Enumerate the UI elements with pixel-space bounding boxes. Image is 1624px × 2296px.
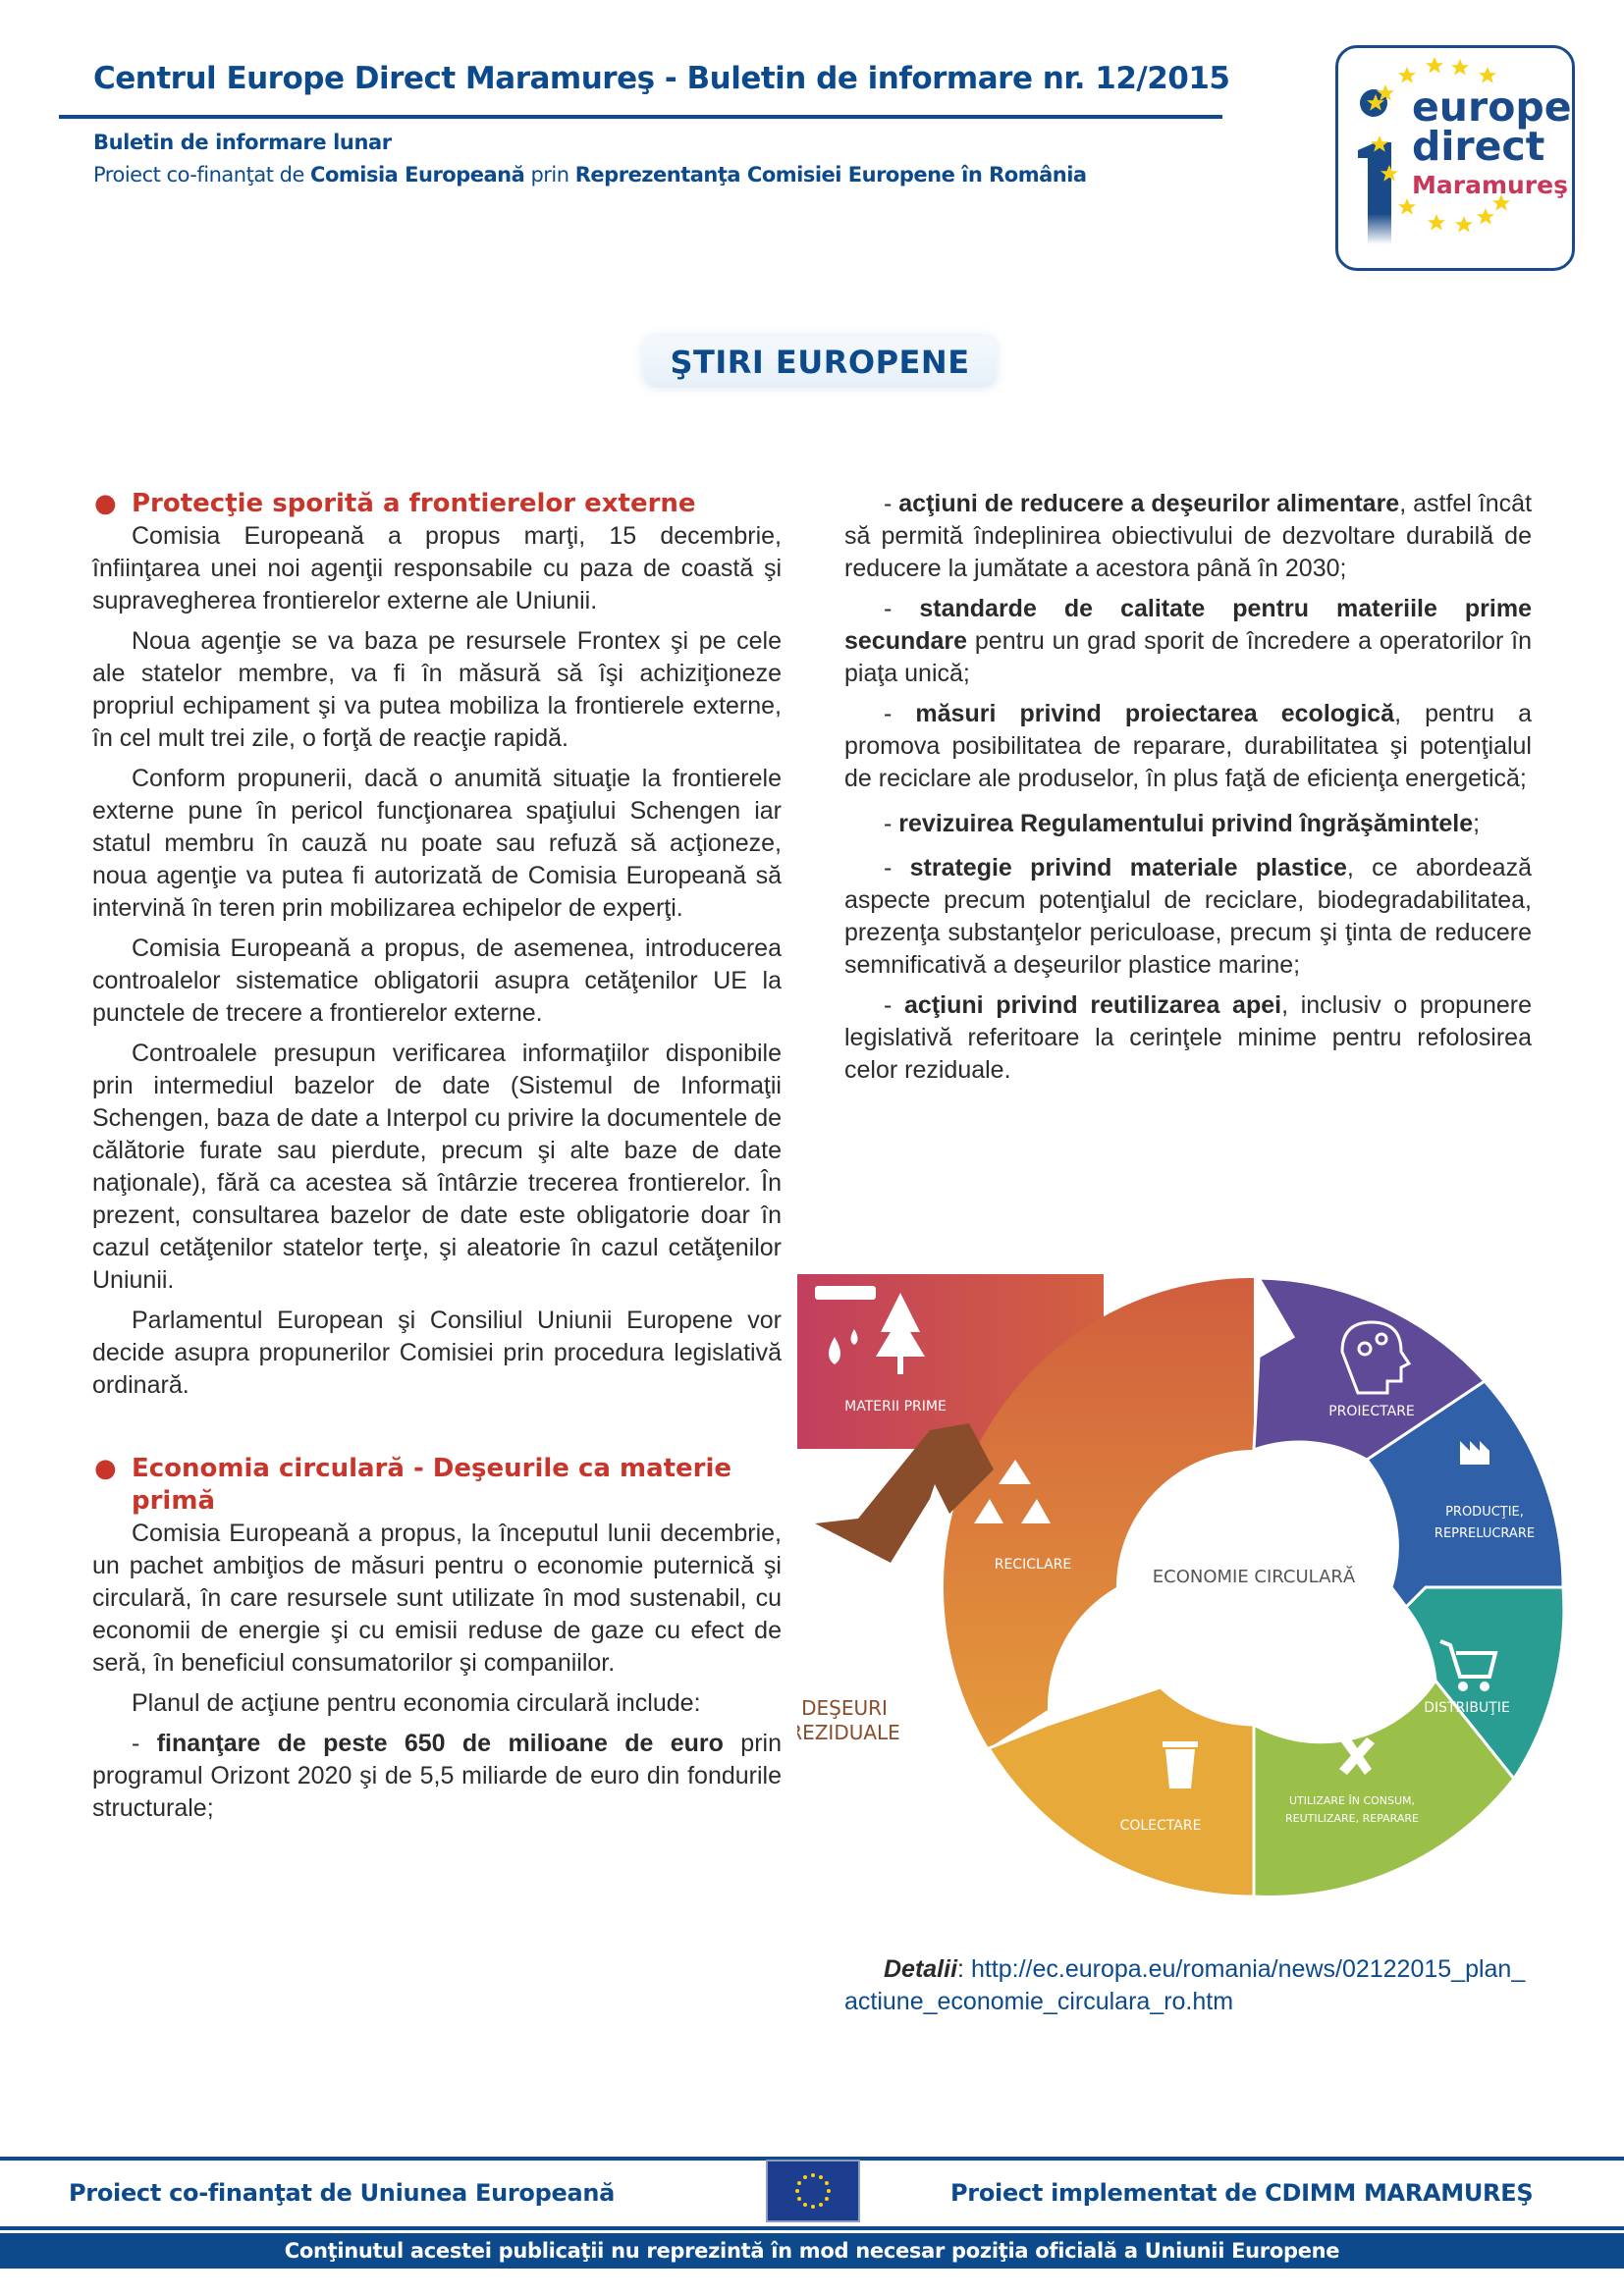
paragraph: Conform propunerii, dacă o anumită situaţie la frontierele externe pune în pericol funcţionarea spaţiului Schengen iar statul membru în cauză nu poate sau refuză să acţioneze, noua agenţie va putea fi autorizată de Comisia Europeană să intervină în teren prin mobilizarea echipelor de experţi. [92, 765, 782, 922]
list-item-bold: măsuri privind proiectarea ecologică [915, 700, 1395, 727]
list-item [844, 698, 1532, 795]
bulletin-subtitle: Buletin de informare lunar [93, 131, 392, 154]
segment-label: MATERII PRIME [844, 1399, 947, 1415]
list-item-bold: strategie privind materiale plastice [909, 854, 1347, 881]
cofinance-org1: Comisia Europeană [310, 163, 525, 187]
dash: - [884, 810, 899, 837]
header-divider [59, 115, 1222, 119]
section-title: ŞTIRI EUROPENE [643, 337, 997, 388]
dash: - [884, 595, 920, 622]
footer-implementer: Proiect implementat de CDIMM MARAMUREŞ [950, 2179, 1534, 2207]
list-item-bold: acţiuni privind reutilizarea apei [904, 991, 1282, 1019]
paragraph: Planul de acţiune pentru economia circulară include: [132, 1689, 701, 1717]
segment-label: PRODUCŢIE, [1445, 1505, 1524, 1520]
dash: - [132, 1730, 157, 1757]
list-item-text: , pentru a promova posibilitatea de reparare, durabilitatea şi potenţialul de reciclare ale produselor, în plus faţă de eficienţa energetică; [844, 700, 1532, 792]
paragraph: Comisia Europeană a propus marţi, 15 decembrie, înfiinţarea unei noi agenţii responsabile cu paza de coastă şi supravegherea frontierelor externe ale Uniunii. [92, 522, 782, 614]
logo-text-region: Maramureş [1412, 171, 1568, 199]
europe-direct-logo [1335, 45, 1575, 271]
center-label: ECONOMIE CIRCULARĂ [1152, 1567, 1356, 1587]
right-column [844, 488, 1532, 1095]
details-line [844, 1953, 1532, 2018]
segment-label: COLECTARE [1119, 1818, 1202, 1834]
segment-label: PROIECTARE [1328, 1404, 1415, 1419]
article-heading-text: Economia circulară - Deşeurile ca materie primă [132, 1454, 732, 1516]
left-column [92, 488, 782, 1833]
paragraph: Comisia Europeană a propus, de asemenea, introducerea controalelor sistematice obligatorii asupra cetăţenilor UE la punctele de trecere a frontierelor externe. [92, 934, 782, 1027]
waste-label: DEŞEURI [801, 1696, 888, 1720]
list-item-text: , astfel încât să permită îndeplinirea obiectivului de dezvoltare durabilă de reducere la jumătate a acestora până în 2030; [844, 490, 1533, 582]
segment-label: REUTILIZARE, REPARARE [1285, 1812, 1419, 1825]
segment-label: DISTRIBUŢIE [1424, 1700, 1510, 1716]
dash: - [884, 490, 899, 517]
cofinance-prefix: Proiect co-finanţat de [93, 163, 311, 187]
article-heading [92, 1453, 782, 1518]
footer-divider [0, 2226, 1624, 2230]
waste-label: REZIDUALE [797, 1721, 900, 1744]
dash: - [884, 854, 910, 881]
list-item-bold: acţiuni de reducere a deşeurilor alimentare [898, 490, 1400, 517]
paragraph: Noua agenţie se va baza pe resursele Frontex şi pe cele ale statelor membre, va fi în măsură să îşi achiziţioneze propriul echipament şi va putea mobiliza la frontierele externe, în cel mult trei zile, o forţă de reacţie rapidă. [92, 627, 782, 752]
list-item-bold: standarde de calitate pentru materiile prime secundare [844, 595, 1532, 655]
article-heading-text: Protecţie sporită a frontierelor externe [132, 489, 696, 518]
list-item-text: prin programul Orizont 2020 şi de 5,5 miliarde de euro din fondurile structurale; [92, 1730, 782, 1822]
list-item-text: pentru un grad sporit de încredere a operatorilor în piaţa unică; [844, 627, 1532, 687]
dash: - [884, 700, 916, 727]
logo-graphic [1338, 48, 1572, 268]
cofinance-line [93, 163, 1087, 187]
bullet-icon: ● [94, 489, 117, 518]
segment-label: UTILIZARE ÎN CONSUM, [1288, 1794, 1416, 1807]
list-item-text: , inclusiv o propunere legislativă referitoare la cerinţele minime pentru refolosirea celor reziduale. [844, 991, 1532, 1084]
footer-disclaimer: Conţinutul acestei publicaţii nu reprezintă în mod necesar poziţia oficială a Uniunii Europene [0, 2233, 1624, 2269]
bulletin-title: Centrul Europe Direct Maramureş - Buletin de informare nr. 12/2015 [93, 61, 1230, 96]
logo-text-europe: europe [1412, 83, 1572, 131]
eu-stars-icon [768, 2162, 858, 2220]
list-item [844, 803, 1532, 844]
list-item [92, 1728, 782, 1825]
details-sep: : [957, 1955, 971, 1983]
circular-economy-diagram [797, 1258, 1573, 1896]
footer-cofinance: Proiect co-finanţat de Uniunea Europeană [69, 2179, 616, 2207]
list-item-bold: revizuirea Regulamentului privind îngrăşămintele [898, 810, 1474, 837]
list-item [844, 488, 1532, 585]
diagram-graphic [797, 1258, 1573, 1896]
bullet-icon: ● [94, 1454, 117, 1483]
details-label: Detalii [884, 1955, 958, 1983]
list-item [844, 989, 1532, 1087]
logo-i-icon [1358, 142, 1391, 244]
paragraph: Parlamentul European şi Consiliul Uniunii Europene vor decide asupra propunerilor Comisiei prin procedura legislativă ordinară. [92, 1307, 782, 1399]
logo-text-direct: direct [1412, 123, 1545, 170]
article-heading [92, 488, 782, 520]
paragraph: Controalele presupun verificarea informaţiilor disponibile prin intermediul bazelor de date (Sistemul de Informaţii Schengen, baza de date a Interpol cu privire la documentele de călătorie furate sau pierdute, precum şi alte baze de date naţionale), fără ca acestea să întârzie trecerea frontierelor. În prezent, consultarea bazelor de date este obligatorie doar în cazul cetăţenilor statelor terţe, şi aleatorie în cazul cetăţenilor Uniunii. [92, 1040, 782, 1294]
list-item-bold: finanţare de peste 650 de milioane de euro [156, 1730, 724, 1757]
dash: - [884, 991, 905, 1019]
paragraph: Comisia Europeană a propus, la începutul lunii decembrie, un pachet ambiţios de măsuri pentru o economie puternică şi circulară, în care resursele sunt utilizate în mod sustenabil, cu economii de energie şi cu emisii reduse de gaze cu efect de seră, în beneficiul consumatorilor şi companiilor. [92, 1520, 782, 1677]
cofinance-mid: prin [524, 163, 575, 187]
cofinance-org2: Reprezentanţa Comisiei Europene în România [574, 163, 1087, 187]
segment-label: REPRELUCRARE [1434, 1526, 1536, 1541]
list-item-text: , ce abordează aspecte precum potenţialul de reciclare, biodegradabilitatea, prezenţa substanţelor periculoase, precum şi ţinta de reducere semnificativă a deşeurilor plastice marine; [844, 854, 1532, 979]
eu-flag-icon [766, 2160, 860, 2222]
list-item-text: ; [1473, 810, 1481, 837]
list-item [844, 852, 1532, 982]
diagram-center [1118, 1452, 1389, 1723]
details-link[interactable]: http://ec.europa.eu/romania/news/02122015_plan_actiune_economie_circulara_ro.htm [844, 1955, 1526, 2015]
segment-label: RECICLARE [994, 1557, 1072, 1573]
list-item [844, 593, 1532, 690]
